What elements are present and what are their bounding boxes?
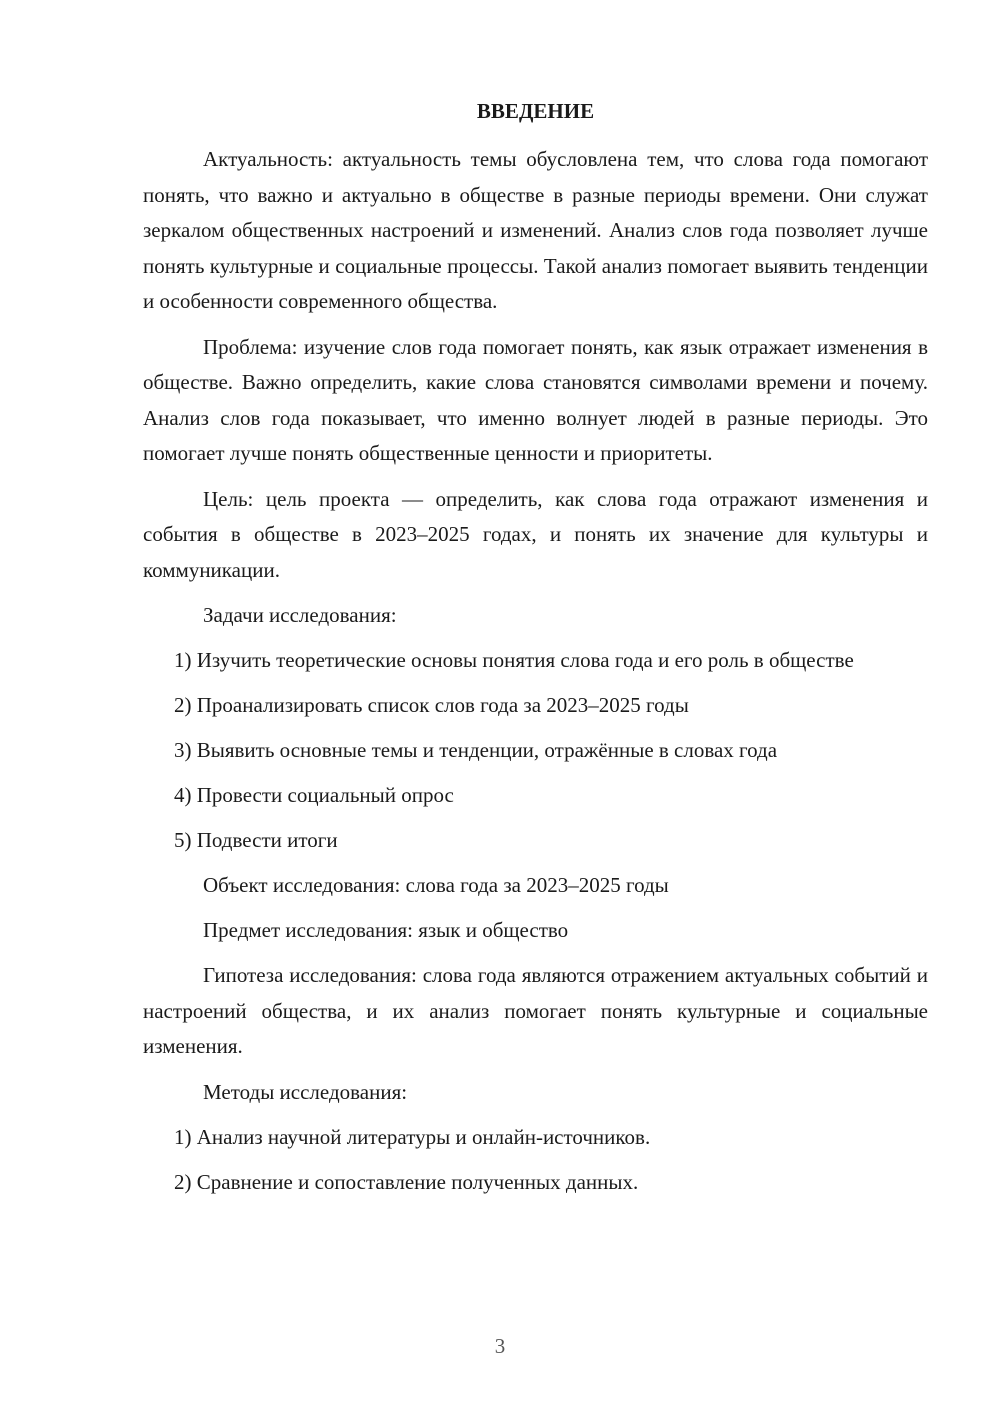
section-title: ВВЕДЕНИЕ xyxy=(476,99,595,123)
methods-heading: Методы исследования: xyxy=(203,1079,408,1104)
task-item-3: 3) Выявить основные темы и тенденции, отражённые в словах года xyxy=(174,738,778,762)
hypothesis-paragraph: Гипотеза исследования: слова года являются отражением актуальных событий и настроений общества, и их анализ помогает понять культурные и социальные изменения. xyxy=(143,963,928,1058)
relevance-paragraph: Актуальность: актуальность темы обусловлена тем, что слова года помогают понять, что важно и актуально в обществе в разные периоды времени. Они служат зеркалом общественных настроений и изменений. Анализ слов года позволяет лучше понять культурные и социальные процессы. Такой анализ помогает выявить тенденции и особенности современного общества. xyxy=(143,147,928,313)
page-number: 3 xyxy=(494,1334,506,1358)
goal-paragraph: Цель: цель проекта — определить, как слова года отражают изменения и события в обществе в 2023–2025 годах, и понять их значение для культуры и коммуникации. xyxy=(143,486,928,582)
task-item-5: 5) Подвести итоги xyxy=(174,828,338,852)
tasks-heading: Задачи исследования: xyxy=(203,603,397,627)
task-item-1: 1) Изучить теоретические основы понятия слова года и его роль в обществе xyxy=(174,648,854,672)
method-item-2: 2) Сравнение и сопоставление полученных данных. xyxy=(174,1169,639,1194)
task-item-2: 2) Проанализировать список слов года за 2023–2025 годы xyxy=(174,693,689,717)
method-item-1: 1) Анализ научной литературы и онлайн-источников. xyxy=(174,1124,651,1149)
problem-paragraph: Проблема: изучение слов года помогает понять, как язык отражает изменения в обществе. Важно определить, какие слова становятся символами времени и почему. Анализ слов года показывает, что именно волнует людей в разные периоды. Это помогает лучше понять общественные ценности и приоритеты. xyxy=(143,334,928,465)
task-item-4: 4) Провести социальный опрос xyxy=(174,783,454,807)
research-subject: Предмет исследования: язык и общество xyxy=(203,918,569,942)
research-object: Объект исследования: слова года за 2023–2025 годы xyxy=(203,873,669,897)
document-page xyxy=(143,96,928,1210)
